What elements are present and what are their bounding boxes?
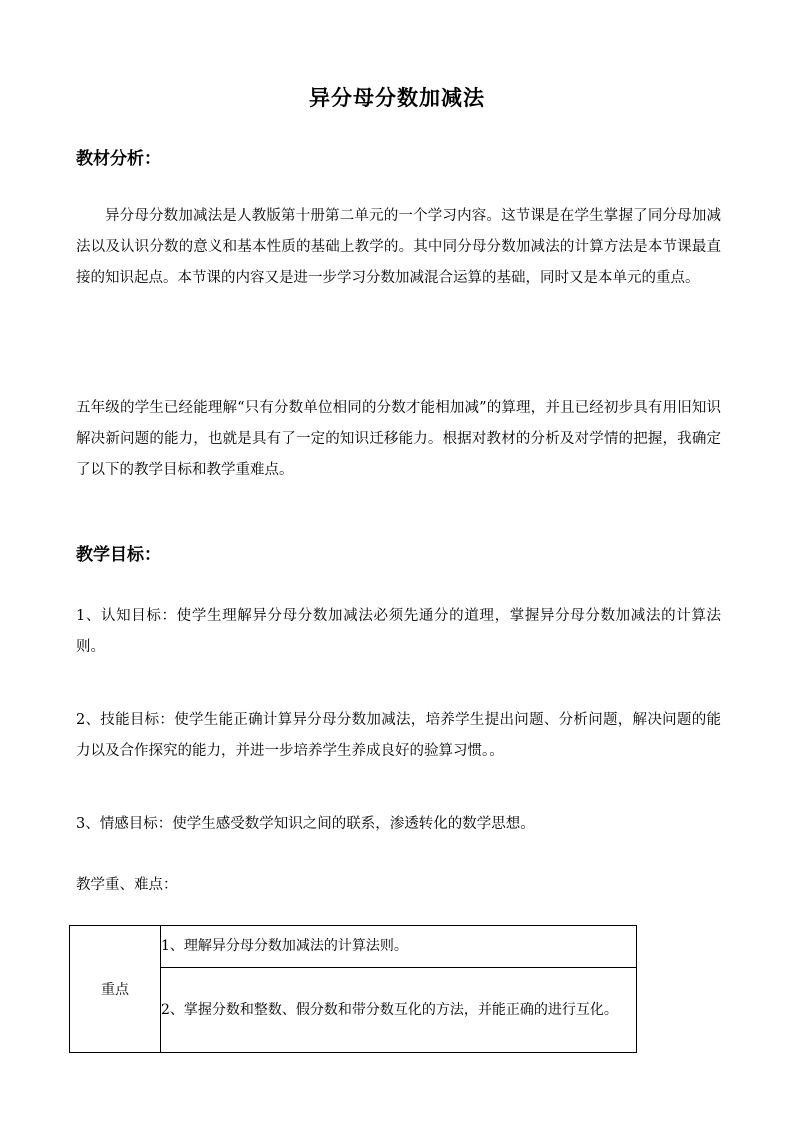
key-point-item-1: 1、理解异分母分数加减法的计算法则。 xyxy=(161,926,637,968)
key-points-table xyxy=(69,925,637,1053)
section-heading-analysis: 教材分析： xyxy=(76,149,161,169)
table-row xyxy=(70,926,637,968)
objective-item-2: 2、技能目标：使学生能正确计算异分母分数加减法，培养学生提出问题、分析问题，解决问题的能力以及合作探究的能力，并进一步培养学生养成良好的验算习惯。。 xyxy=(76,712,721,759)
analysis-paragraph-1: 异分母分数加减法是人教版第十册第二单元的一个学习内容。这节课是在学生掌握了同分母加减法以及认识分数的意义和基本性质的基础上教学的。其中同分母分数加减法的计算方法是本节课最直接的知识起点。本节课的内容又是进一步学习分数加减混合运算的基础，同时又是本单元的重点。 xyxy=(76,208,721,286)
section-heading-objectives: 教学目标： xyxy=(76,545,161,565)
key-point-label: 重点 xyxy=(70,926,161,1053)
document-title: 异分母分数加减法 xyxy=(309,85,485,110)
key-point-item-2: 2、掌握分数和整数、假分数和带分数互化的方法，并能正确的进行互化。 xyxy=(161,968,637,1053)
analysis-paragraph-2: 五年级的学生已经能理解“只有分数单位相同的分数才能相加减”的算理，并且已经初步具有用旧知识解决新问题的能力，也就是具有了一定的知识迁移能力。根据对教材的分析及对学情的把握，我确定了以下的教学目标和教学重难点。 xyxy=(76,400,721,478)
section-heading-key-points: 教学重、难点： xyxy=(76,877,178,893)
objective-item-1: 1、认知目标：使学生理解异分母分数加减法必须先通分的道理，掌握异分母分数加减法的计算法则。 xyxy=(76,608,721,655)
objective-item-3: 3、情感目标：使学生感受数学知识之间的联系，渗透转化的数学思想。 xyxy=(76,816,535,832)
